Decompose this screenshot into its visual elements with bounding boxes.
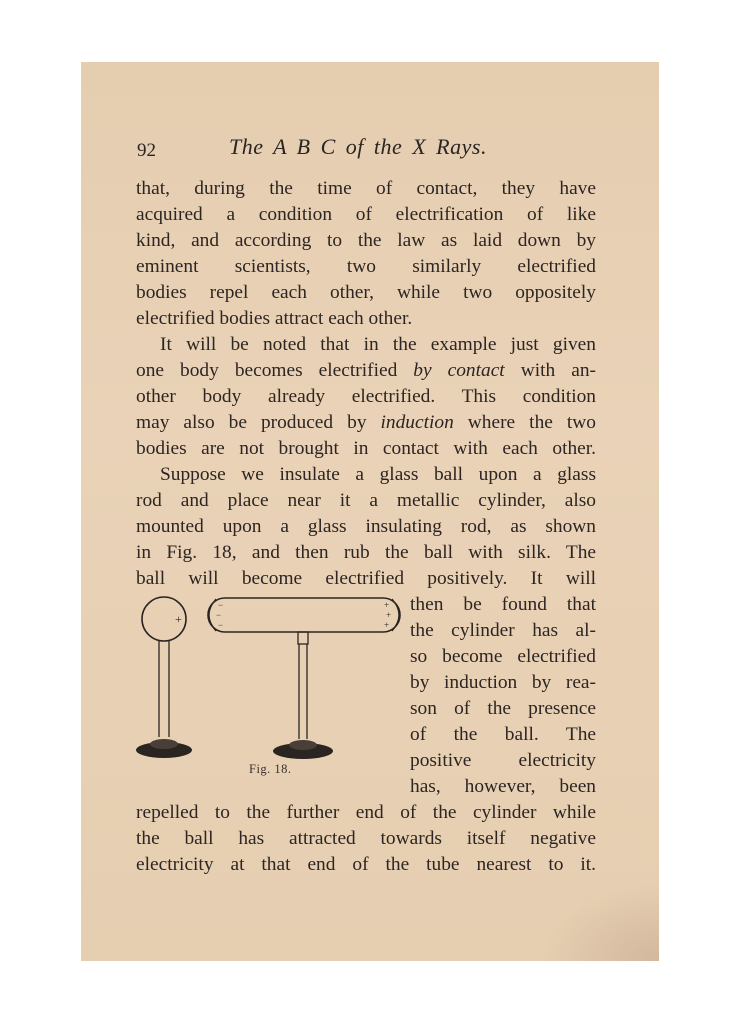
text-line: ball will become electrified positively. It will (136, 568, 596, 589)
text-line: in Fig. 18, and then rub the ball with silk. The (136, 542, 596, 563)
cylinder-negative-charge: − (216, 610, 222, 620)
text-line: the ball has attracted towards itself negative (136, 828, 596, 849)
text-line: kind, and according to the law as laid down by (136, 230, 596, 251)
text-line: one body becomes electrified by contact with an- (136, 360, 596, 381)
text-line: may also be produced by induction where the two (136, 412, 596, 433)
page-number: 92 (137, 140, 156, 161)
text-line: repelled to the further end of the cylinder while (136, 802, 596, 823)
metallic-cylinder (208, 598, 400, 632)
text-line: so become electrified (410, 646, 596, 667)
text-line: Suppose we insulate a glass ball upon a glass (160, 464, 596, 485)
book-page (81, 62, 659, 961)
text-line: bodies are not brought in contact with each other. (136, 438, 596, 459)
ball-charge: + (175, 612, 182, 626)
text-line: acquired a condition of electrification of like (136, 204, 596, 225)
text-line: by induction by rea- (410, 672, 596, 693)
running-title: The A B C of the X Rays. (229, 134, 487, 159)
text-line: electricity at that end of the tube nearest to it. (136, 854, 596, 875)
cylinder-positive-charge: + (384, 620, 390, 630)
text-line: It will be noted that in the example just given (160, 334, 596, 355)
induction-figure (136, 589, 408, 789)
figure-caption: Fig. 18. (249, 762, 292, 776)
glass-ball-stand (136, 597, 192, 758)
text-line: electrified bodies attract each other. (136, 308, 413, 329)
text-line: eminent scientists, two similarly electrified (136, 256, 596, 277)
text-line: mounted upon a glass insulating rod, as shown (136, 516, 596, 537)
page-smudge (539, 881, 659, 961)
text-line: other body already electrified. This condition (136, 386, 596, 407)
cylinder-stand (273, 632, 333, 759)
text-line: rod and place near it a metallic cylinder, also (136, 490, 596, 511)
cylinder-positive-charge: + (386, 610, 392, 620)
text-line: bodies repel each other, while two oppositely (136, 282, 596, 303)
cylinder-positive-charge: + (384, 600, 390, 610)
cylinder-negative-charge: − (218, 620, 224, 630)
running-head (81, 134, 659, 164)
text-line: that, during the time of contact, they have (136, 178, 596, 199)
text-line: positive electricity (410, 750, 596, 771)
text-line: then be found that (410, 594, 596, 615)
cylinder-negative-charge: − (218, 600, 224, 610)
text-line: the cylinder has al- (410, 620, 596, 641)
text-line: of the ball. The (410, 724, 596, 745)
text-line: son of the presence (410, 698, 596, 719)
text-line: has, however, been (410, 776, 596, 797)
